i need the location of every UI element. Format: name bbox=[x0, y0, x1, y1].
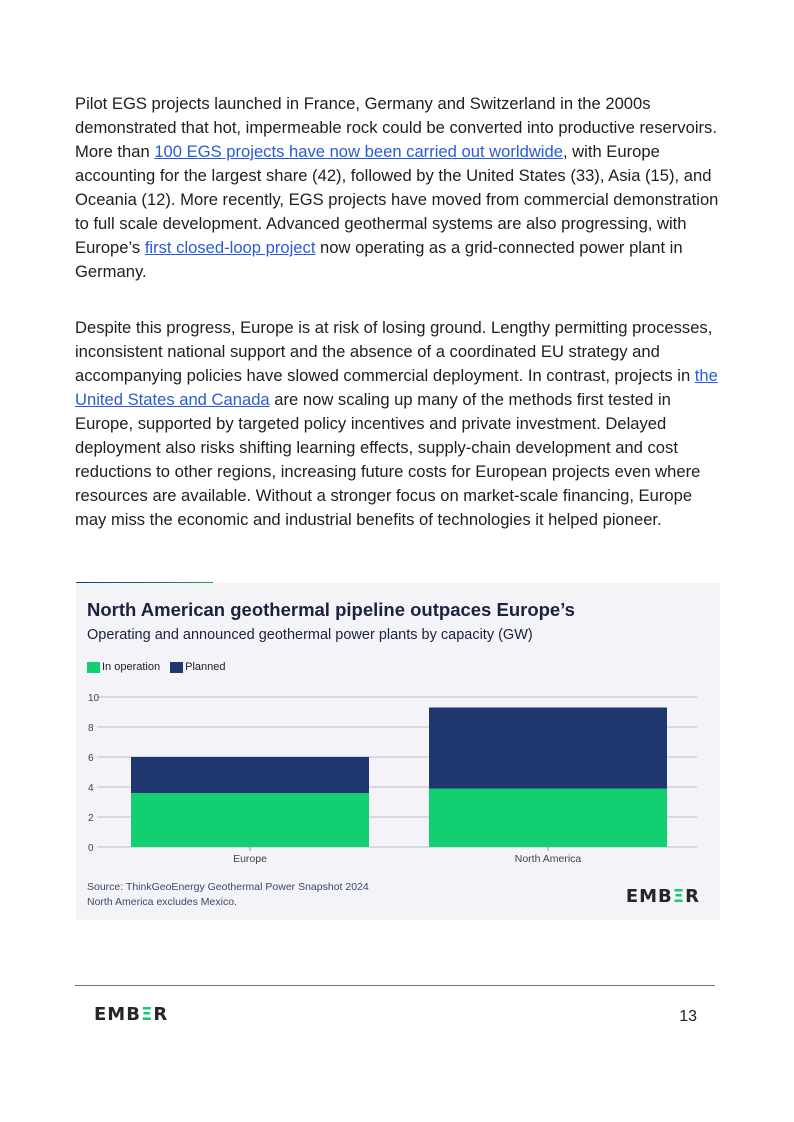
paragraph-egs-history bbox=[75, 92, 723, 284]
bar-north-america-planned bbox=[429, 708, 667, 789]
chart-title: North American geothermal pipeline outpaces Europe’s bbox=[87, 599, 575, 620]
y-tick-label: 6 bbox=[88, 753, 94, 764]
footer-divider bbox=[75, 985, 715, 986]
page-number: 13 bbox=[679, 1008, 697, 1025]
ember-logo: EMBΞR bbox=[625, 886, 700, 907]
chart-plot bbox=[76, 583, 720, 883]
inline-link[interactable]: the United States and Canada bbox=[75, 366, 718, 409]
y-tick-label: 0 bbox=[88, 843, 94, 854]
inline-link[interactable]: 100 EGS projects have now been carried out worldwide bbox=[154, 142, 563, 161]
x-tick-label: North America bbox=[514, 853, 582, 865]
bar-europe-in-operation bbox=[131, 793, 369, 847]
legend-label: Planned bbox=[185, 661, 226, 673]
x-tick-label: Europe bbox=[233, 853, 267, 865]
y-tick-label: 8 bbox=[88, 723, 94, 734]
source-text: Source: ThinkGeoEnergy Geothermal Power Snapshot 2024 bbox=[87, 881, 369, 893]
y-tick-label: 4 bbox=[88, 783, 94, 794]
text-segment: Pilot EGS projects launched in France, Germany and Switzerland in the 2000s demonstrated that hot, impermeable rock could be converted into productive reservoirs. More than bbox=[75, 94, 717, 161]
paragraph-europe-risk bbox=[75, 316, 723, 532]
bar-north-america-in-operation bbox=[429, 789, 667, 848]
chart-subtitle: Operating and announced geothermal power plants by capacity (GW) bbox=[87, 627, 533, 643]
footer-ember-logo: EMBΞR bbox=[94, 1004, 169, 1025]
y-tick-label: 10 bbox=[88, 693, 100, 704]
text-segment: , with Europe accounting for the largest share (42), followed by the United States (33), Asia (15), and Oceania (12). More recently, EGS projects have moved from commercial demonstration to full scale development. Advanced geothermal systems are also progressing, with Europe’s bbox=[75, 142, 719, 257]
text-segment: are now scaling up many of the methods first tested in Europe, supported by targeted policy incentives and private investment. Delayed deployment also risks shifting learning effects, supply-chain development and cost reductions to other regions, increasing future costs for European projects even where resources are available. Without a stronger focus on market-scale financing, Europe may miss the economic and industrial benefits of technologies it helped pioneer. bbox=[75, 390, 701, 529]
chart-card bbox=[76, 583, 720, 920]
bar-europe-planned bbox=[131, 757, 369, 793]
legend-label: In operation bbox=[102, 661, 161, 673]
chart-source bbox=[87, 880, 369, 910]
y-tick-label: 2 bbox=[88, 813, 94, 824]
note-text: North America excludes Mexico. bbox=[87, 896, 237, 908]
text-segment: now operating as a grid-connected power plant in Germany. bbox=[75, 238, 683, 281]
inline-link[interactable]: first closed-loop project bbox=[144, 238, 316, 257]
text-segment: Despite this progress, Europe is at risk of losing ground. Lengthy permitting processes, inconsistent national support and the absence of a coordinated EU strategy and accompanying policies have slowed commercial deployment. In contrast, projects in bbox=[75, 318, 713, 385]
